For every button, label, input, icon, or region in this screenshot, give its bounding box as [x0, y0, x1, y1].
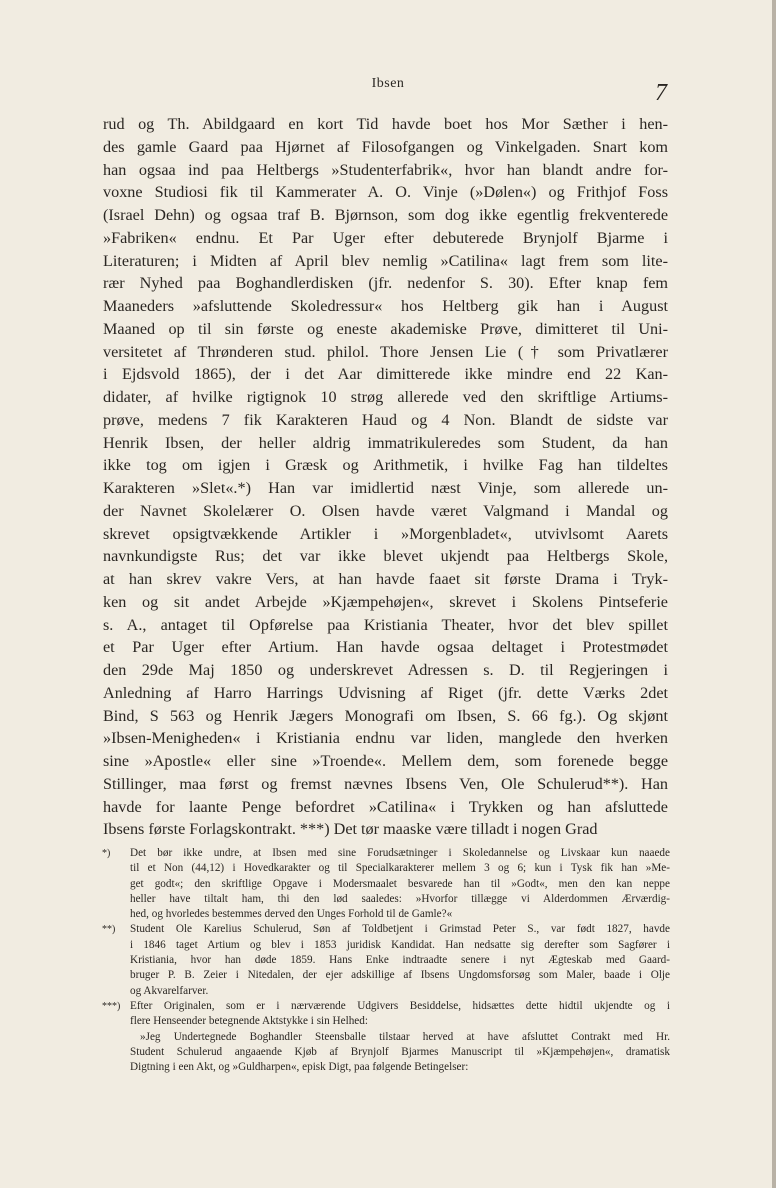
text-line: et Par Uger efter Artium. Han havde ogsaa deltaget i Protestmødet — [103, 638, 668, 657]
page-edge — [772, 0, 776, 1188]
footnote-line: Det bør ikke undre, at Ibsen med sine Forudsætninger i Skoledannelse og Livskaar kun naaede — [130, 847, 670, 859]
text-line: Anledning af Harro Harrings Udvisning af Riget (jfr. dette Værks 2det — [103, 683, 668, 702]
footnote-line: get godt«; den skriftlige Opgave i Modersmaalet besvarede han til »Godt«, men den kan neppe — [130, 877, 670, 890]
footnote-line: hed, og hvorledes bestemmes derved den Unges Forhold til de Gamle?« — [130, 908, 453, 921]
footnote-line: Student Schulerud angaaende Kjøb af Brynjolf Bjarmes Manuscript til »Kjæmpehøjen«, dramatisk — [130, 1045, 670, 1058]
footnote-line: Kristiania, hvor han døde 1859. Hans Enke indtraadte senere i nyt Ægteskab med Gaard- — [130, 954, 670, 967]
text-line: Stillinger, maa først og fremst nævnes Ibsens Ven, Ole Schulerud**). Han — [103, 774, 668, 793]
text-line: versitetet af Thrønderen stud. philol. Thore Jensen Lie († som Privatlærer — [103, 342, 668, 361]
footnote-line: »Jeg Undertegnede Boghandler Steensballe tilstaar herved at have afsluttet Contrakt med Hr. — [140, 1030, 670, 1043]
text-line: i Ejdsvold 1865), der i det Aar dimitterede ikke mindre end 22 Kan- — [103, 365, 668, 384]
running-head: Ibsen — [371, 76, 405, 91]
text-line: Ibsens første Forlagskontrakt. ***) Det tør maaske være tilladt i nogen Grad — [103, 820, 598, 839]
text-line: »Fabriken« endnu. Et Par Uger efter debuterede Brynjolf Bjarme i — [103, 228, 668, 247]
footnote-line: og Akvarelfarver. — [130, 984, 209, 997]
text-line: Karakteren »Slet«.*) Han var imidlertid næst Vinje, som allerede un- — [103, 479, 668, 497]
text-line: ken og sit andet Arbejde »Kjæmpehøjen«, skrevet i Skolens Pintseferie — [103, 592, 668, 611]
body-text — [103, 113, 668, 841]
text-line: Maaned op til sin første og eneste akademiske Prøve, dimitteret til Uni- — [103, 319, 668, 338]
text-line: voxne Studiosi fik til Kammerater A. O. Vinje (»Dølen«) og Frithjof Foss — [103, 183, 668, 202]
footnote-3 — [88, 999, 670, 1075]
text-line: s. A., antaget til Opførelse paa Kristiania Theater, hvor det blev spillet — [103, 615, 668, 634]
text-line: Maaneders »afsluttende Skoledressur« hos Heltberg gik han i August — [103, 297, 668, 315]
text-line: (Israel Dehn) og ogsaa traf B. Bjørnson, som dog ikke egentlig frekventerede — [103, 206, 668, 224]
text-line: rud og Th. Abildgaard en kort Tid havde boet hos Mor Sæther i hen- — [103, 115, 668, 133]
footnote-line: til et Non (44,12) i Hovedkarakter og til Specialkarakterer mellem 3 og 6; kun i Tysk fik han »Me- — [130, 862, 670, 875]
footnote-1 — [88, 846, 670, 922]
text-line: havde for laante Penge befordret »Catilina« i Trykken og han afsluttede — [103, 797, 668, 816]
page-number: 7 — [655, 80, 667, 106]
footnote-line: Digtning i een Akt, og »Guldharpen«, episk Digt, paa følgende Betingelser: — [130, 1061, 469, 1074]
footnote-line: i 1846 taget Artium og blev i 1853 juridisk Kandidat. Han nedsatte sig derefter som Sagfører i — [130, 938, 670, 951]
footnote-line: Efter Originalen, som er i nærværende Udgivers Besiddelse, hidsættes dette hidtil ukjendte og i — [130, 999, 670, 1012]
text-line: skrevet opsigtvækkende Artikler i »Morgenbladet«, utvivlsomt Aarets — [103, 524, 668, 543]
text-line: Henrik Ibsen, der heller aldrig immatrikuleredes som Student, da han — [103, 433, 668, 452]
text-line: ikke tog om igjen i Græsk og Arithmetik, i hvilke Fag han tildeltes — [103, 456, 668, 475]
footnote-2 — [88, 922, 670, 998]
text-line: didater, af hvilke rigtignok 10 strøg allerede ved den skriftlige Artiums- — [103, 388, 668, 406]
footnote-line: heller have tiltalt ham, thi den lød saaledes: »Hvorfor tillægge vi Alderdommen Ærværdig- — [130, 892, 670, 905]
footnote-line: bruger P. B. Zeier i Nitedalen, der ejer adskillige af Ibsens Ungdomsforsøg som Maler, baade i Olje — [130, 969, 670, 982]
text-line: at han skrev vakre Vers, at han havde faaet sit første Drama i Tryk- — [103, 570, 668, 588]
footnote-line: flere Henseender betegnende Aktstykke i sin Helhed: — [130, 1015, 368, 1028]
text-line: prøve, medens 7 fik Karakteren Haud og 4 Non. Blandt de sidste var — [103, 410, 668, 429]
text-line: rær Nyhed paa Boghandlerdisken (jfr. nedenfor S. 30). Efter knap fem — [103, 274, 668, 293]
text-line: Bind, S 563 og Henrik Jægers Monografi om Ibsen, S. 66 fg.). Og skjønt — [103, 706, 668, 725]
text-line: Literaturen; i Midten af April blev nemlig »Catilina« lagt frem som lite- — [103, 251, 668, 270]
footnote-line: Student Ole Karelius Schulerud, Søn af Toldbetjent i Grimstad Peter S., var født 1827, havde — [130, 923, 670, 936]
text-line: han ogsaa ind paa Heltbergs »Studenterfabrik«, hvor han blandt andre for- — [103, 160, 668, 179]
text-line: navnkundigste Rus; det var ikke blevet ukjendt paa Heltbergs Skole, — [103, 547, 668, 566]
text-line: der Navnet Skolelærer O. Olsen havde været Valgmand i Mandal og — [103, 501, 668, 520]
text-line: »Ibsen-Menigheden« i Kristiania endnu var liden, manglede den hverken — [103, 729, 668, 748]
text-line: den 29de Maj 1850 og underskrevet Adressen s. D. til Regjeringen i — [103, 661, 668, 679]
text-line: des gamle Gaard paa Hjørnet af Filosofgangen og Vinkelgaden. Snart kom — [103, 137, 668, 156]
footnotes — [88, 846, 670, 1075]
footnote-mark: **) — [102, 924, 116, 936]
text-line: sine »Apostle« eller sine »Troende«. Mellem dem, som forenede begge — [103, 752, 668, 770]
footnote-mark: *) — [102, 848, 111, 859]
footnote-mark: ***) — [102, 1000, 121, 1012]
